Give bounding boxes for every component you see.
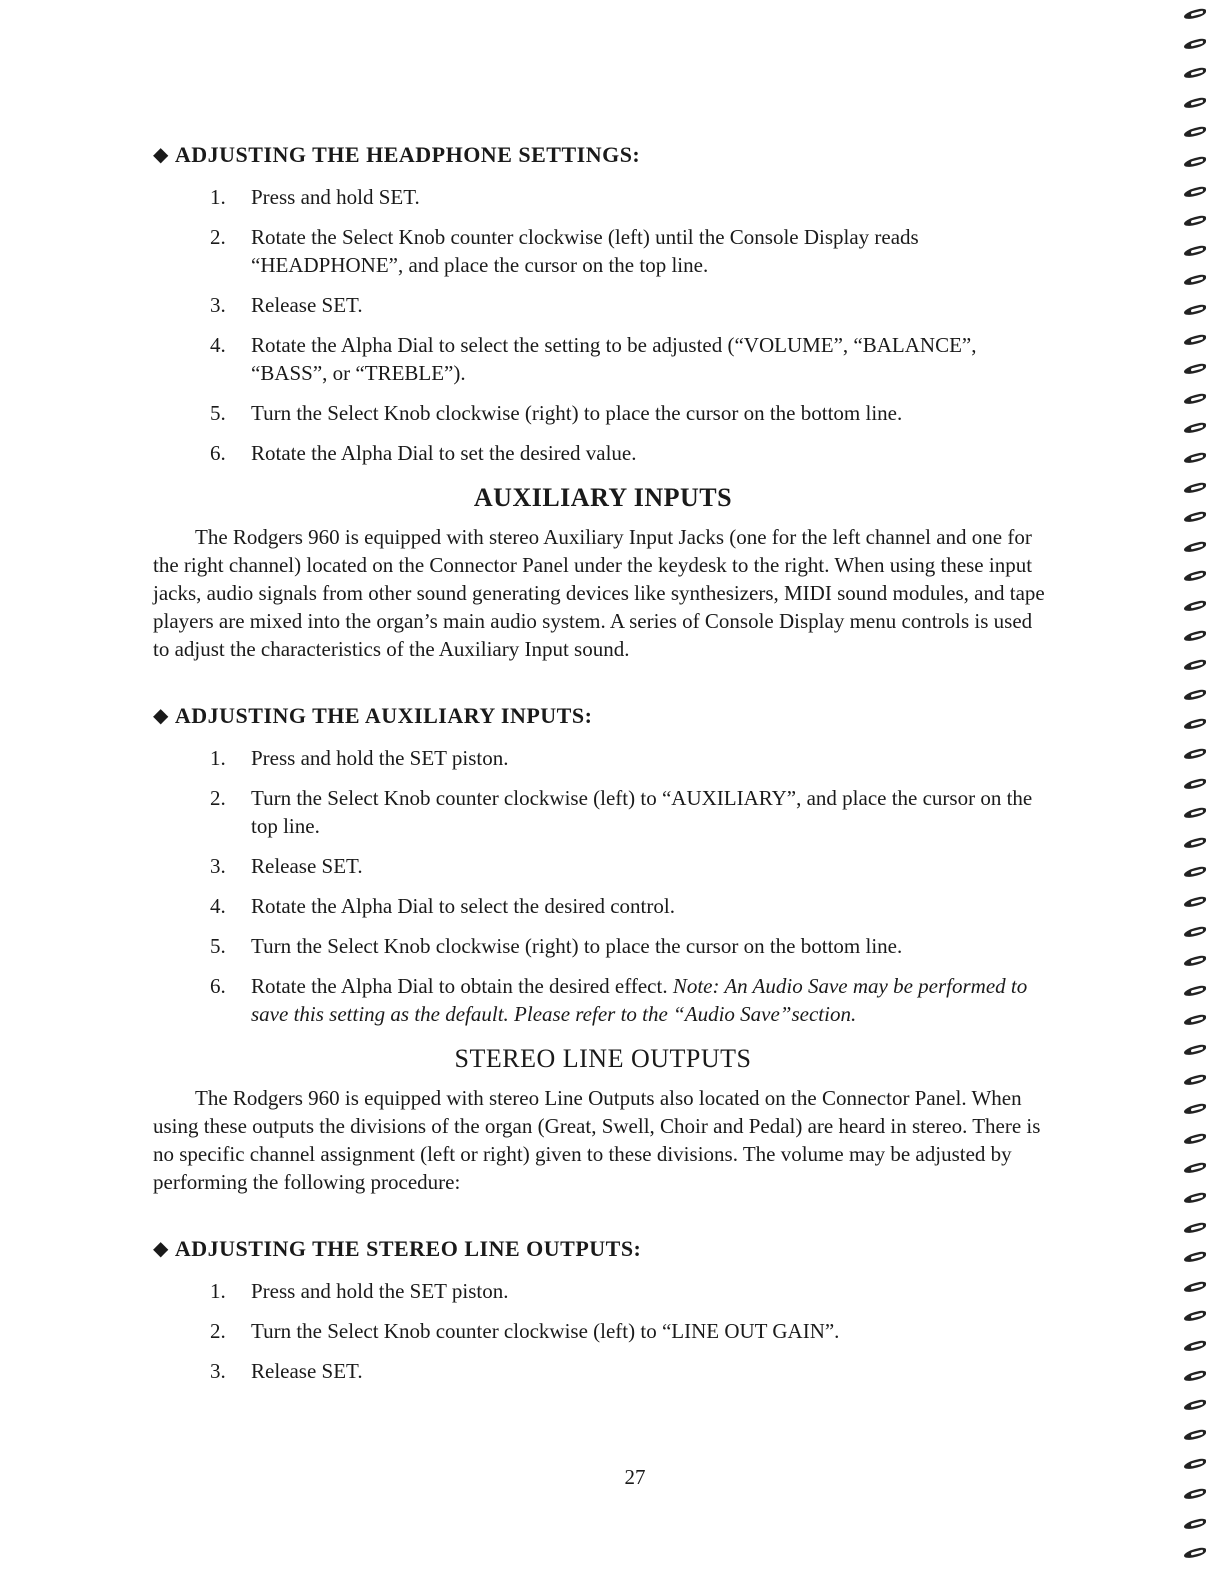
binding-coil-icon xyxy=(1184,1429,1210,1441)
auxiliary-heading-text: ADJUSTING THE AUXILIARY INPUTS: xyxy=(174,703,593,728)
binding-coil-icon xyxy=(1184,689,1210,701)
binding-coil-icon xyxy=(1184,1281,1210,1293)
step-number: 3. xyxy=(210,1359,226,1383)
list-item xyxy=(153,1317,1053,1345)
step-text: Rotate the Alpha Dial to select the setting to be adjusted (“VOLUME”, “BALANCE”, “BASS”, or “TREBLE”). xyxy=(251,333,977,385)
page-number: 27 xyxy=(624,1465,646,1489)
binding-coil-icon xyxy=(1184,97,1210,109)
binding-coil-icon xyxy=(1184,186,1210,198)
step-number: 6. xyxy=(210,441,226,465)
binding-coil-icon xyxy=(1184,866,1210,878)
list-item xyxy=(153,183,1053,211)
step-text: Press and hold the SET piston. xyxy=(251,746,509,770)
binding-coil-icon xyxy=(1184,570,1210,582)
binding-coil-icon xyxy=(1184,896,1210,908)
headphone-heading-text: ADJUSTING THE HEADPHONE SETTINGS: xyxy=(174,142,641,167)
step-text: Press and hold SET. xyxy=(251,185,420,209)
list-item xyxy=(153,744,1053,772)
auxiliary-section-title: AUXILIARY INPUTS xyxy=(473,483,733,512)
binding-coil-icon xyxy=(1184,1014,1210,1026)
binding-coil-icon xyxy=(1184,482,1210,494)
step-number: 2. xyxy=(210,1319,226,1343)
auxiliary-paragraph: The Rodgers 960 is equipped with stereo Auxiliary Input Jacks (one for the left channel and one for the right channel) located on the Connector Panel under the keydesk to the right. When using these input jacks, audio signals from other sound generating devices like synthesizers, MIDI sound modules, and tape players are mixed into the organ’s main audio system. A series of Console Display menu controls is used to adjust the characteristics of the Auxiliary Input sound. xyxy=(153,525,1045,661)
binding-coil-icon xyxy=(1184,926,1210,938)
binding-coil-icon xyxy=(1184,511,1210,523)
binding-coil-icon xyxy=(1184,1162,1210,1174)
list-item xyxy=(153,932,1053,960)
binding-coil-icon xyxy=(1184,659,1210,671)
step-number: 2. xyxy=(210,786,226,810)
list-item xyxy=(153,291,1053,319)
step-text: Rotate the Alpha Dial to obtain the desired effect. xyxy=(251,974,673,998)
headphone-steps-list xyxy=(153,183,1053,467)
binding-coil-icon xyxy=(1184,8,1210,20)
binding-coil-icon xyxy=(1184,1133,1210,1145)
binding-coil-icon xyxy=(1184,334,1210,346)
list-item xyxy=(153,331,1053,387)
binding-coil-icon xyxy=(1184,1518,1210,1530)
headphone-procedure-heading xyxy=(153,140,1053,171)
binding-coil-icon xyxy=(1184,778,1210,790)
step-number: 3. xyxy=(210,293,226,317)
binding-coil-icon xyxy=(1184,718,1210,730)
binding-coil-icon xyxy=(1184,1488,1210,1500)
stereo-paragraph: The Rodgers 960 is equipped with stereo Line Outputs also located on the Connector Panel. When using these outputs the divisions of the organ (Great, Swell, Choir and Pedal) are heard in stereo. There is no specific channel assignment (left or right) given to these divisions. The volume may be adjusted by performing the following procedure: xyxy=(153,1086,1041,1194)
diamond-bullet-icon: ◆ xyxy=(153,705,169,727)
binding-coil-icon xyxy=(1184,215,1210,227)
binding-coil-icon xyxy=(1184,363,1210,375)
binding-coil-icon xyxy=(1184,1044,1210,1056)
binding-coil-icon xyxy=(1184,393,1210,405)
step-text: Rotate the Alpha Dial to set the desired value. xyxy=(251,441,637,465)
step-text: Press and hold the SET piston. xyxy=(251,1279,509,1303)
binding-coil-icon xyxy=(1184,541,1210,553)
step-text: Rotate the Alpha Dial to select the desired control. xyxy=(251,894,675,918)
list-item xyxy=(153,1277,1053,1305)
binding-coil-icon xyxy=(1184,245,1210,257)
stereo-steps-list xyxy=(153,1277,1053,1385)
binding-coil-icon xyxy=(1184,1458,1210,1470)
step-text: Turn the Select Knob counter clockwise (left) to “AUXILIARY”, and place the cursor on the top line. xyxy=(251,786,1033,838)
auxiliary-procedure-heading xyxy=(153,701,1053,732)
binding-coil-icon xyxy=(1184,1340,1210,1352)
binding-coil-icon xyxy=(1184,600,1210,612)
diamond-bullet-icon: ◆ xyxy=(153,144,169,166)
step-text: Turn the Select Knob counter clockwise (left) to “LINE OUT GAIN”. xyxy=(251,1319,840,1343)
binding-coil-icon xyxy=(1184,1370,1210,1382)
list-item xyxy=(153,784,1053,840)
step-number: 3. xyxy=(210,854,226,878)
binding-coil-icon xyxy=(1184,452,1210,464)
step-number: 1. xyxy=(210,746,226,770)
list-item xyxy=(153,399,1053,427)
list-item xyxy=(153,852,1053,880)
step-text: Release SET. xyxy=(251,1359,363,1383)
step-text: Turn the Select Knob clockwise (right) to place the cursor on the bottom line. xyxy=(251,934,903,958)
step-text: Release SET. xyxy=(251,293,363,317)
diamond-bullet-icon: ◆ xyxy=(153,1238,169,1260)
page-content xyxy=(153,140,1053,1397)
step-number: 4. xyxy=(210,894,226,918)
step-text: Release SET. xyxy=(251,854,363,878)
binding-coil-icon xyxy=(1184,985,1210,997)
list-item xyxy=(153,892,1053,920)
binding-coil-icon xyxy=(1184,156,1210,168)
binding-coil-icon xyxy=(1184,807,1210,819)
binding-coil-icon xyxy=(1184,304,1210,316)
list-item xyxy=(153,972,1053,1028)
step-number: 6. xyxy=(210,974,226,998)
step-text: Turn the Select Knob clockwise (right) to place the cursor on the bottom line. xyxy=(251,401,903,425)
binding-coil-icon xyxy=(1184,67,1210,79)
binding-coil-icon xyxy=(1184,748,1210,760)
binding-coil-icon xyxy=(1184,274,1210,286)
spiral-binding xyxy=(1176,0,1210,1580)
list-item xyxy=(153,439,1053,467)
binding-coil-icon xyxy=(1184,1547,1210,1559)
binding-coil-icon xyxy=(1184,1103,1210,1115)
binding-coil-icon xyxy=(1184,1222,1210,1234)
binding-coil-icon xyxy=(1184,955,1210,967)
binding-coil-icon xyxy=(1184,126,1210,138)
binding-coil-icon xyxy=(1184,1074,1210,1086)
step-note: Note: An Audio Save may be performed to save this setting as the default. Please refer to the “Audio Save”section. xyxy=(251,974,1028,1026)
binding-coil-icon xyxy=(1184,837,1210,849)
step-number: 5. xyxy=(210,401,226,425)
step-number: 1. xyxy=(210,1279,226,1303)
binding-coil-icon xyxy=(1184,422,1210,434)
step-text: Rotate the Select Knob counter clockwise (left) until the Console Display reads “HEADPHONE”, and place the cursor on the top line. xyxy=(251,225,919,277)
binding-coil-icon xyxy=(1184,1251,1210,1263)
stereo-procedure-heading xyxy=(153,1234,1053,1265)
stereo-heading-text: ADJUSTING THE STEREO LINE OUTPUTS: xyxy=(174,1236,642,1261)
step-number: 5. xyxy=(210,934,226,958)
auxiliary-steps-list xyxy=(153,744,1053,1028)
list-item xyxy=(153,1357,1053,1385)
binding-coil-icon xyxy=(1184,1192,1210,1204)
step-number: 1. xyxy=(210,185,226,209)
list-item xyxy=(153,223,1053,279)
binding-coil-icon xyxy=(1184,38,1210,50)
step-number: 4. xyxy=(210,333,226,357)
binding-coil-icon xyxy=(1184,1399,1210,1411)
binding-coil-icon xyxy=(1184,1310,1210,1322)
binding-coil-icon xyxy=(1184,630,1210,642)
step-number: 2. xyxy=(210,225,226,249)
stereo-section-title: STEREO LINE OUTPUTS xyxy=(454,1044,752,1073)
